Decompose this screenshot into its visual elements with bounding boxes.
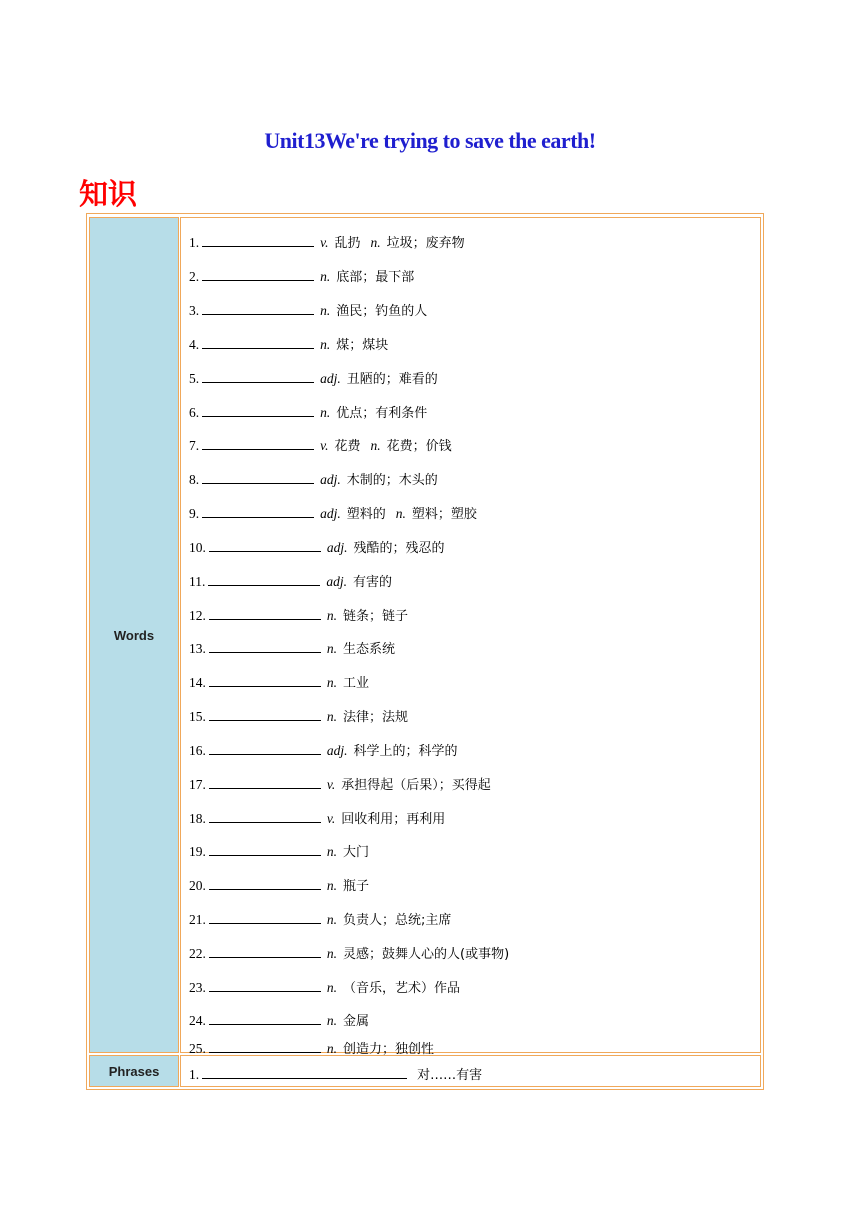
part-of-speech: n.	[326, 675, 337, 690]
answer-blank	[209, 744, 321, 755]
word-meaning: 木制的；木头的	[346, 473, 438, 488]
part-of-speech: adj.	[326, 574, 348, 589]
word-item	[189, 808, 445, 827]
word-item	[189, 605, 408, 624]
word-number: 2.	[189, 269, 200, 284]
answer-blank	[209, 676, 321, 687]
word-meaning: 回收利用；再利用	[341, 812, 446, 827]
part-of-speech: n.	[320, 269, 331, 284]
answer-blank	[209, 642, 321, 653]
word-meaning-secondary: 花费；价钱	[386, 439, 452, 454]
page-title: Unit13We're trying to save the earth!	[264, 128, 596, 153]
word-meaning: 有害的	[353, 575, 393, 590]
part-of-speech: n.	[326, 878, 337, 893]
word-item	[189, 469, 438, 488]
word-number: 11.	[189, 574, 206, 589]
answer-blank	[209, 845, 321, 856]
word-meaning: 花费	[334, 439, 361, 454]
part-of-speech: v.	[326, 777, 336, 792]
word-item	[189, 402, 427, 421]
word-number: 7.	[189, 438, 200, 453]
word-meaning: 丑陋的；难看的	[346, 372, 438, 387]
word-number: 12.	[189, 608, 206, 623]
word-number: 23.	[189, 980, 206, 995]
part-of-speech: v.	[326, 811, 336, 826]
answer-blank	[209, 710, 321, 721]
answer-blank	[209, 609, 321, 620]
word-meaning: 生态系统	[343, 642, 396, 657]
part-of-speech-secondary: n.	[370, 438, 381, 453]
part-of-speech-secondary: n.	[370, 235, 381, 250]
word-item	[189, 774, 491, 793]
word-item	[189, 841, 369, 860]
part-of-speech: n.	[326, 1013, 337, 1028]
word-meaning: 瓶子	[343, 879, 370, 894]
word-item	[189, 638, 395, 657]
part-of-speech: n.	[326, 912, 337, 927]
phrases-label-cell	[89, 1055, 179, 1087]
part-of-speech: n.	[326, 608, 337, 623]
section-heading: 知识	[79, 177, 138, 211]
answer-blank	[202, 338, 314, 349]
word-number: 8.	[189, 472, 200, 487]
part-of-speech: v.	[320, 235, 329, 250]
word-number: 4.	[189, 337, 200, 352]
word-meaning: 工业	[343, 676, 370, 691]
word-item	[189, 740, 458, 759]
answer-blank	[202, 372, 314, 383]
word-meaning: 乱扔	[334, 236, 361, 251]
word-number: 25.	[189, 1041, 206, 1056]
answer-blank	[202, 270, 314, 281]
answer-blank	[202, 236, 314, 247]
answer-blank	[209, 541, 321, 552]
word-meaning: 金属	[343, 1014, 370, 1029]
word-meaning: 渔民；钓鱼的人	[336, 304, 428, 319]
part-of-speech: n.	[326, 844, 337, 859]
word-number: 3.	[189, 303, 200, 318]
phrases-list-cell	[180, 1055, 761, 1087]
part-of-speech: n.	[320, 303, 331, 318]
vocabulary-table	[86, 213, 764, 1090]
words-list-cell	[180, 217, 761, 1057]
answer-blank	[209, 879, 321, 890]
word-number: 1.	[189, 235, 200, 250]
part-of-speech: n.	[326, 709, 337, 724]
part-of-speech: n.	[320, 405, 331, 420]
word-meaning: 创造力；独创性	[343, 1042, 435, 1057]
part-of-speech: n.	[326, 1041, 337, 1056]
phrase-number: 1.	[189, 1067, 200, 1082]
answer-blank	[208, 575, 320, 586]
part-of-speech: adj.	[320, 472, 341, 487]
word-number: 21.	[189, 912, 206, 927]
word-item	[189, 909, 451, 928]
word-meaning-secondary: 塑料；塑胶	[411, 507, 477, 522]
answer-blank	[202, 439, 314, 450]
answer-blank	[209, 778, 321, 789]
answer-blank	[209, 981, 321, 992]
part-of-speech: v.	[320, 438, 329, 453]
word-number: 6.	[189, 405, 200, 420]
phrase-meaning: 对……有害	[417, 1068, 483, 1083]
word-item	[189, 266, 414, 285]
word-meaning: 底部；最下部	[336, 270, 415, 285]
word-item	[189, 503, 477, 522]
answer-blank	[209, 947, 321, 958]
word-meaning: 灵感；鼓舞人心的人(或事物)	[343, 947, 510, 962]
part-of-speech-secondary: n.	[395, 506, 406, 521]
word-meaning: 煤；煤块	[336, 338, 389, 353]
answer-blank	[202, 406, 314, 417]
word-item	[189, 300, 427, 319]
answer-blank	[202, 473, 314, 484]
word-number: 9.	[189, 506, 200, 521]
word-number: 16.	[189, 743, 206, 758]
answer-blank	[209, 913, 321, 924]
word-item	[189, 875, 369, 894]
word-meaning: （音乐，艺术）作品	[343, 981, 461, 996]
part-of-speech: adj.	[326, 540, 348, 555]
word-meaning: 科学上的；科学的	[353, 744, 458, 759]
word-number: 15.	[189, 709, 206, 724]
word-number: 17.	[189, 777, 206, 792]
word-meaning: 负责人；总统;主席	[343, 913, 452, 928]
word-number: 13.	[189, 641, 206, 656]
word-number: 10.	[189, 540, 206, 555]
phrases-label: Phrases	[108, 1063, 160, 1079]
word-number: 20.	[189, 878, 206, 893]
word-number: 22.	[189, 946, 206, 961]
word-item	[189, 571, 392, 590]
part-of-speech: n.	[320, 337, 331, 352]
word-meaning: 优点；有利条件	[336, 406, 428, 421]
word-item	[189, 706, 408, 725]
word-item	[189, 943, 509, 962]
words-label-cell	[89, 217, 179, 1053]
part-of-speech: adj.	[326, 743, 348, 758]
words-label: Words	[113, 627, 155, 643]
word-meaning: 承担得起（后果）；买得起	[341, 778, 491, 793]
answer-blank	[202, 507, 314, 518]
word-item	[189, 435, 452, 454]
word-item	[189, 368, 438, 387]
part-of-speech: n.	[326, 980, 337, 995]
answer-blank	[202, 1068, 407, 1079]
word-meaning: 大门	[343, 845, 370, 860]
word-number: 18.	[189, 811, 206, 826]
word-number: 24.	[189, 1013, 206, 1028]
phrase-item	[189, 1064, 482, 1083]
word-number: 19.	[189, 844, 206, 859]
word-item	[189, 1010, 369, 1029]
answer-blank	[202, 304, 314, 315]
part-of-speech: adj.	[320, 506, 341, 521]
word-meaning: 残酷的；残忍的	[353, 541, 445, 556]
word-meaning-secondary: 垃圾；废弃物	[386, 236, 465, 251]
answer-blank	[209, 1042, 321, 1053]
word-item	[189, 537, 445, 556]
answer-blank	[209, 1014, 321, 1025]
answer-blank	[209, 812, 321, 823]
word-meaning: 链条；链子	[343, 609, 409, 624]
word-number: 14.	[189, 675, 206, 690]
part-of-speech: adj.	[320, 371, 341, 386]
word-meaning: 塑料的	[346, 507, 386, 522]
part-of-speech: n.	[326, 641, 337, 656]
word-item	[189, 334, 388, 353]
word-item	[189, 232, 465, 251]
word-item	[189, 672, 369, 691]
word-item	[189, 977, 460, 996]
part-of-speech: n.	[326, 946, 337, 961]
word-number: 5.	[189, 371, 200, 386]
word-meaning: 法律；法规	[343, 710, 409, 725]
